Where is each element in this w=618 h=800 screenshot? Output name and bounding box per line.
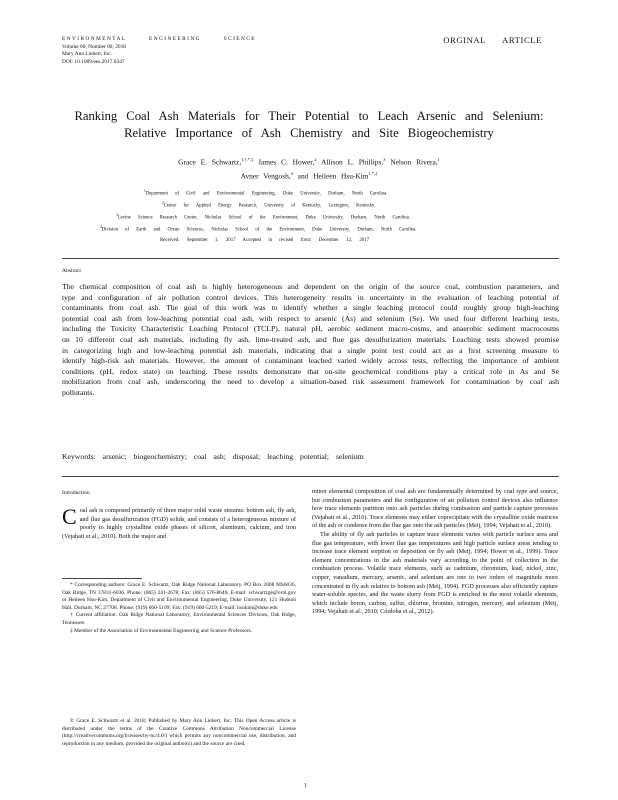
received-dates: Received: September 1, 2017 Accepted in revised form: December 12, 2017: [160, 238, 370, 243]
author-name: Grace E. Schwartz,: [178, 157, 242, 167]
doi-line: DOI: 10.1089/ees.2017.0347: [62, 58, 125, 65]
author-name: Nelson Rivera,: [390, 157, 438, 167]
affiliation: [100, 223, 540, 235]
drop-cap: C: [62, 504, 77, 529]
intro-text: oal ash is composed primarily of three major solid waste streams: bottom ash, fly ash, and flue gas desulfurization (FGD) solids, and consists of a heterogeneous mixture of poorly to highly crystalline oxide phases of silicon, aluminum, calcium, and iron (Vejahati et al., 2010). Both the major and: [62, 507, 296, 540]
affiliation-text: Center for Applied Energy Research, University of Kentucky, Lexington, Kentucky.: [163, 203, 376, 209]
license-text: © Grace E. Schwartz et al. 2018; Published by Mary Ann Liebert, Inc. This Open Access article is distributed under the terms of the Creative Commons Attribution Noncommercial License (http://creativecommons.org/licenses/by-nc/4.0/) which permits any noncommercial use, distribution, and reproduction in any medium, provided the original author(s) and the source are cited.: [62, 718, 296, 747]
author-sup: 1: [437, 157, 440, 162]
keywords: Keywords: arsenic; biogeochemistry; coal ash; disposal; leaching potential; selenium: [62, 452, 364, 461]
author-sup: 1,†,*,‡: [241, 157, 254, 162]
article-title: [40, 108, 578, 142]
affiliation-sup: 4: [100, 225, 102, 230]
intro-paragraph: [62, 504, 296, 541]
footnotes: [62, 582, 296, 635]
divider: [62, 258, 559, 259]
page-number: 1: [304, 783, 307, 789]
author-name: James C. Hower,: [258, 157, 315, 167]
footnote-current-affiliation: † Current affiliation: Oak Ridge National Laboratory, Environmental Sciences Division, Oak Ridge, Tennessee.: [62, 612, 296, 626]
volume-line: Volume 00, Number 00, 2018: [62, 43, 126, 50]
affiliation-text: Levine Science Research Center, Nicholas School of the Environment, Duke University, Durham, North Carolina.: [117, 215, 410, 221]
author-name: and Heileen Hsu-Kim: [297, 171, 369, 181]
abstract-text: The chemical composition of coal ash is highly heterogeneous and dependent on the origin of the source coal, combustion parameters, and type and configuration of air pollution control devices. This heterogeneity results in uncertainty in the evaluation of leaching potential of contaminants from coal ash. The goal of this work was to identify whether a single leaching protocol could roughly group high-leaching potential coal ash from low-leaching potential coal ash, with respect to arsenic (As) and selenium (Se). We used four different leaching tests, including the Toxicity Characteristic Leaching Protocol (TCLP), natural pH, aerobic sediment macro-cosms, and anaerobic sediment macrocosms on 10 different coal ash materials, including fly ash, lime-treated ash, and flue gas desulfurization materials. Leaching tests showed promise in categorizing high and low-leaching potential ash materials, indicating that a single point test could act as a first screening measure to identify high-risk ash materials. However, the amount of contaminant leached varied widely across tests, reflecting the importance of ambient conditions (pH, redox state) on leaching. These results demonstrate that on-site geochemical conditions play a critical role in As and Se mobilization from coal ash, underscoring the need to develop a situation-based risk assessment framework for contamination by coal ash pollutants.: [62, 282, 559, 397]
affiliation-list: [100, 187, 540, 236]
journal-header: [62, 36, 256, 66]
author-name: Allison L. Phillips,: [320, 157, 384, 167]
affiliation: [100, 211, 540, 223]
affiliation: [100, 187, 540, 199]
title-line-1: Ranking Coal Ash Materials for Their Potential to Leach Arsenic and Selenium:: [74, 109, 544, 123]
article-type: ORGINAL ARTICLE: [443, 35, 542, 45]
author-sup: 1,*,‡: [368, 171, 378, 177]
author-sup: 2: [314, 157, 317, 162]
abstract-label: Abstract: [62, 268, 81, 274]
title-line-2: Relative Importance of Ash Chemistry and Site Biogeochemistry: [124, 126, 494, 140]
author-name: Avner Vengosh,: [240, 171, 291, 181]
affiliation-sup: 2: [162, 201, 164, 206]
author-list: [60, 154, 558, 183]
footnote-corresponding: * Corresponding authors: Grace E. Schwartz, Oak Ridge National Laboratory, PO Box 2008 MS6036, Oak Ridge, TN 37831-6036. Phone: (865) 241-2678; Fax: (865) 576-8646; E-mail: schwartzge@ornl.gov or Heileen Hsu-Kim, Department of Civil and Environmental Engineering, Duke University, 121 Hudson Hall, Durham, NC 27708. Phone: (919) 660-5109; Fax: (919) 660-5219; E-mail: hsukim@duke.edu: [62, 582, 296, 611]
footnote-divider: [62, 578, 142, 579]
section-heading-introduction: Introduction: [62, 490, 90, 496]
author-line-2: [60, 168, 558, 182]
divider: [62, 476, 559, 477]
body-paragraph: minor elemental composition of coal ash are fundamentally determined by coal type and source, but combustion parameters and the configuration of air pollution control devices also influence how trace elements partition onto ash particles during combustion and particle capture processes (Vejahati et al., 2010). Trace elements may either coprecipitate with the crystalline oxide matrices of the ash or condense from the flue gas onto the ash particles (Meij, 1994; Vejahati et al., 2010).: [312, 488, 558, 530]
author-line-1: [60, 154, 558, 168]
affiliation: [100, 199, 540, 211]
publisher-line: Mary Ann Liebert, Inc.: [62, 51, 112, 58]
footnote-member: ‡ Member of the Association of Environmental Engineering and Science Professors.: [70, 627, 252, 634]
affiliation-sup: 3: [116, 213, 118, 218]
right-column: [312, 488, 558, 617]
affiliation-sup: 1: [144, 189, 146, 193]
body-paragraph: The ability of fly ash particles to capture trace elements varies with particle surface area and flue gas temperature, with lower flue gas temperatures and high particle surface areas tending to increase trace element sorption or deposition on fly ash (Meij, 1994; Hower et al., 1999). Trace element concentrations in the ash materials vary according to the point of collection in the combustion process. Volatile trace elements, such as cadmium, chromium, lead, nickel, zinc, copper, vanadium, mercury, arsenic, and selenium are one to two orders of magnitude more concentrated in fly ash relative to bottom ash (Meij, 1994). FGD processes also efficiently capture water-soluble species, and the waste slurry from FGD is enriched in the most volatile elements, which include boron, carbon, sulfur, chlorine, bromine, nitrogen, mercury, and selenium (Meij, 1994; Vejahati et al., 2010; Córdoba et al., 2012).: [312, 530, 558, 616]
journal-name: ENVIRONMENTAL ENGINEERING SCIENCE: [62, 36, 256, 42]
author-sup: 3: [383, 157, 386, 162]
affiliation-text: Department of Civil and Environmental Engineering, Duke University, Durham, North Carolina.: [145, 191, 388, 197]
author-sup: 4: [290, 171, 293, 177]
affiliation-text: Division of Earth and Ocean Sciences, Nicholas School of the Environment, Duke University, Durham, North Carolina.: [101, 228, 417, 234]
footnote-license: [62, 718, 296, 748]
